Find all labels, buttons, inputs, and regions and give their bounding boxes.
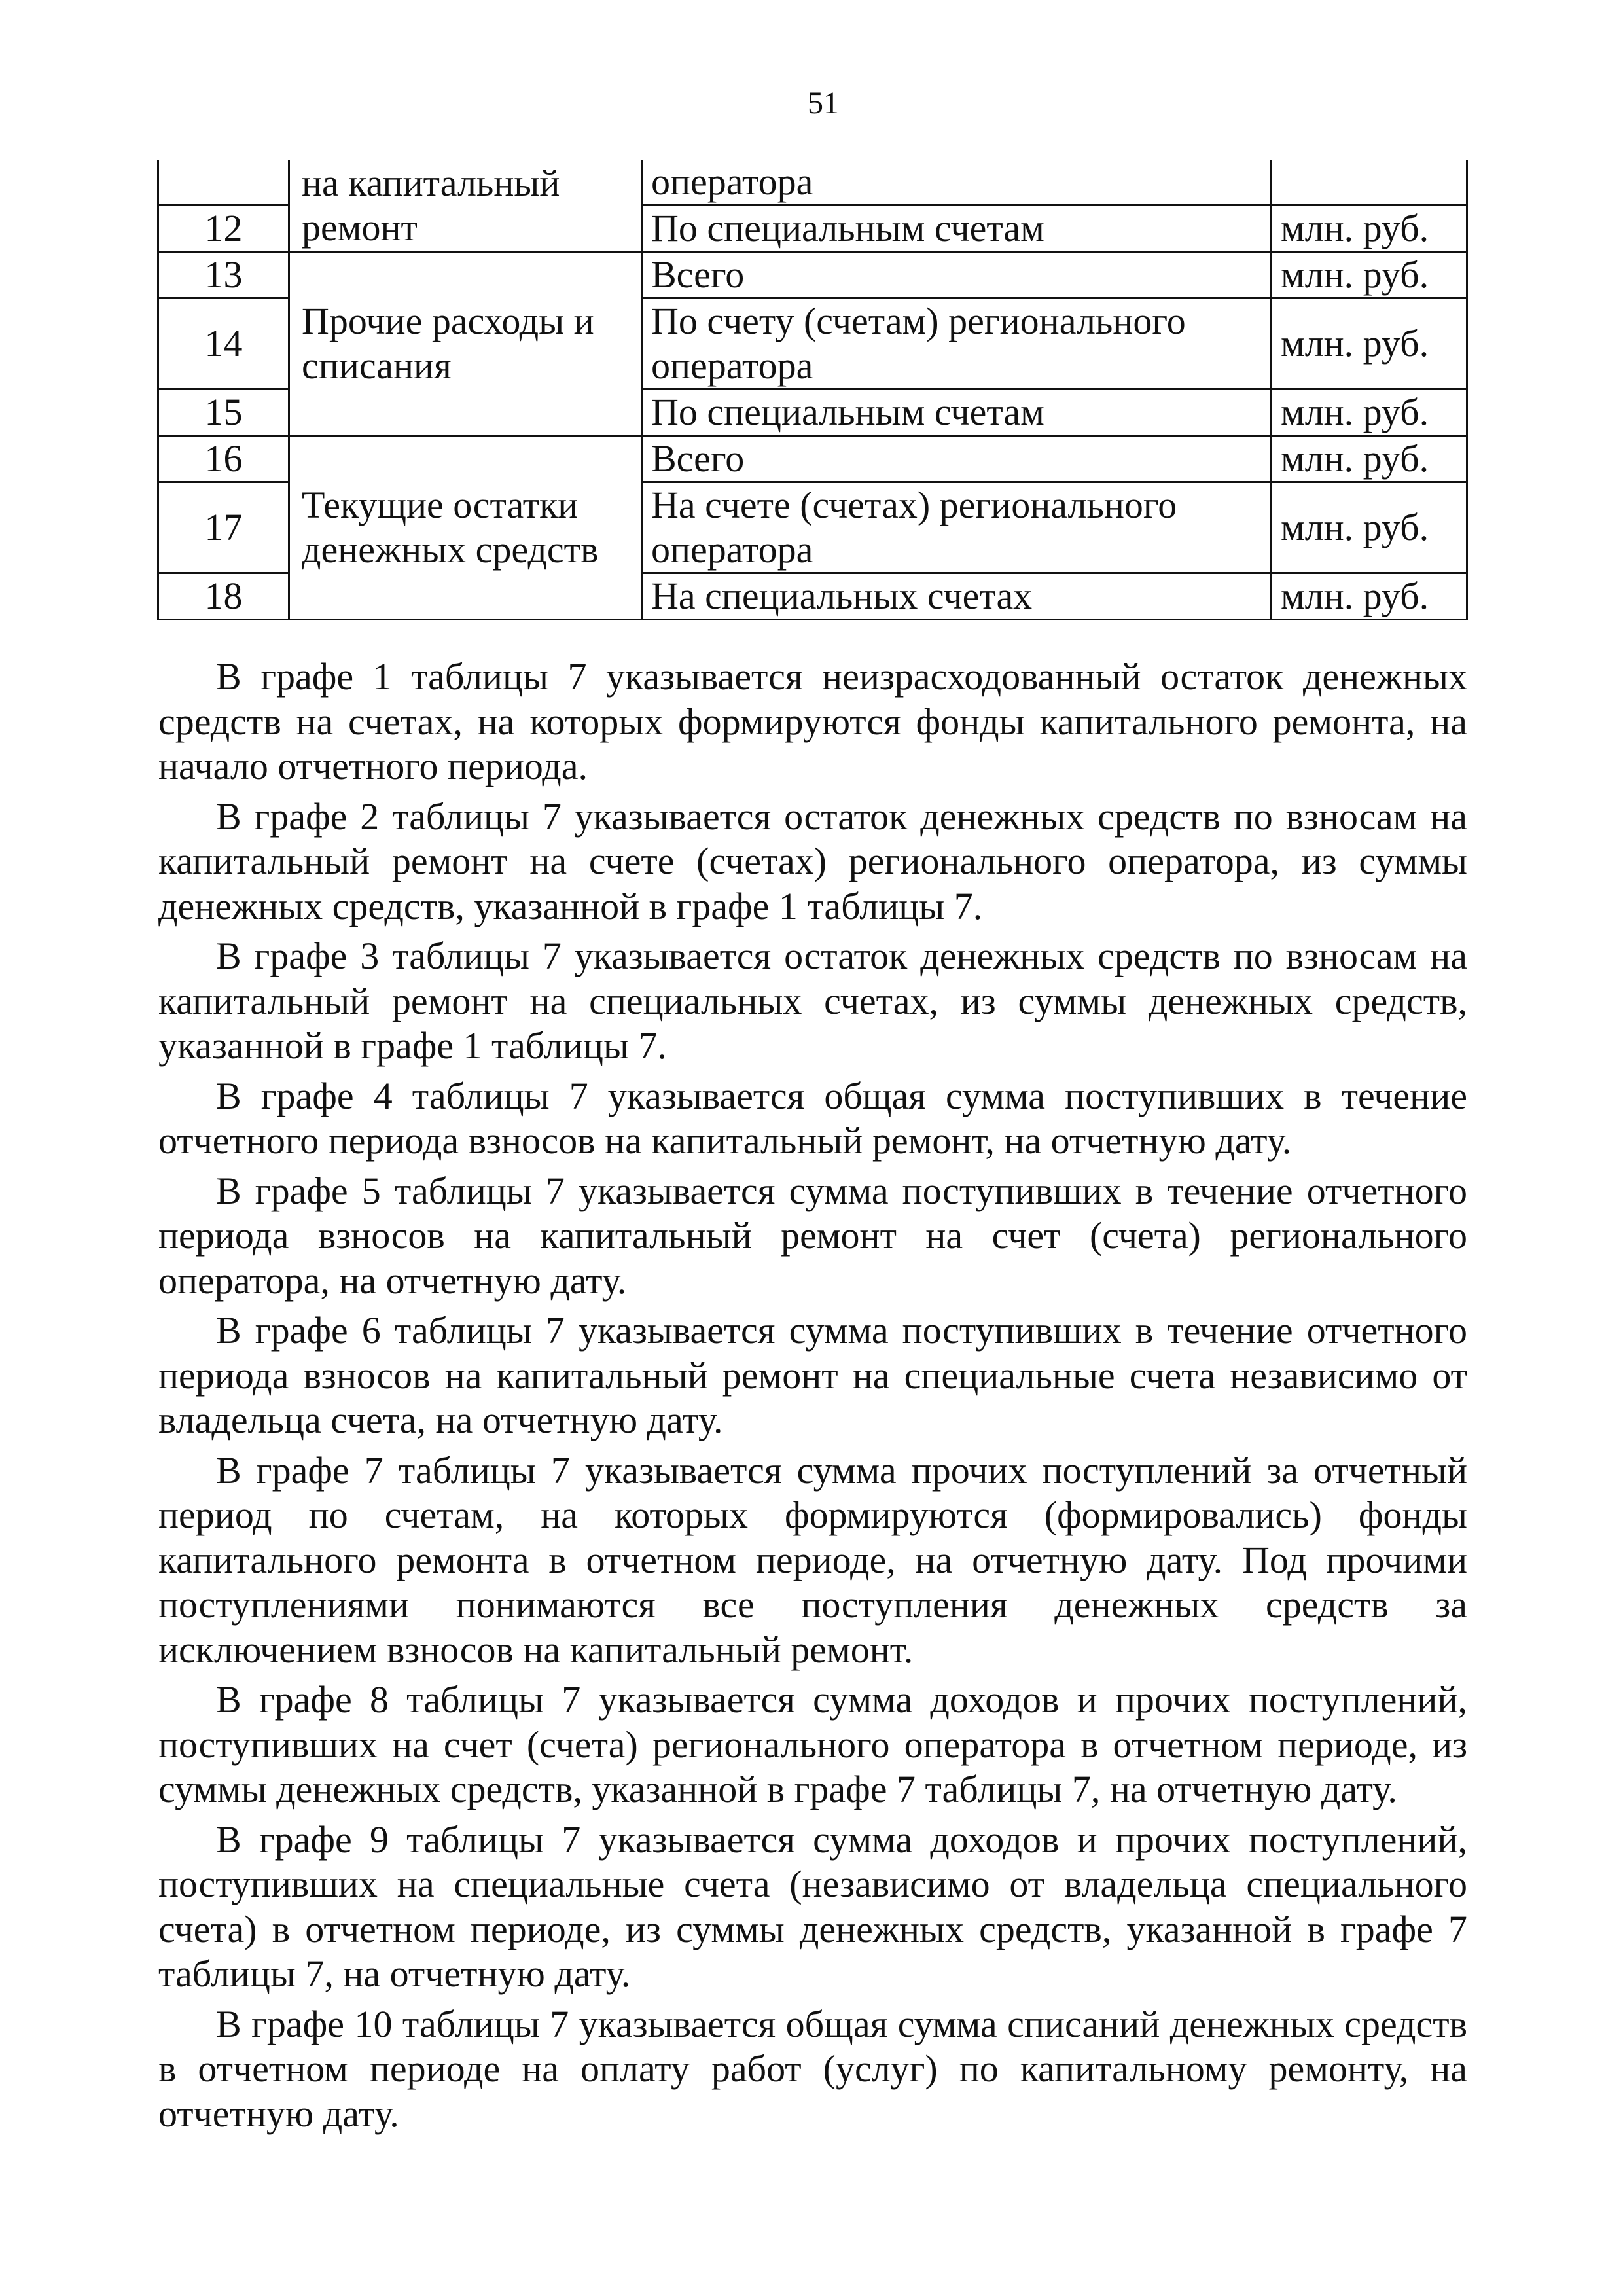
table-row xyxy=(158,252,1467,298)
item-cell: Всего xyxy=(643,252,1271,298)
row-number-cell: 13 xyxy=(158,252,289,298)
unit-cell xyxy=(1271,160,1467,206)
paragraph: В графе 1 таблицы 7 указывается неизрасходованный остаток денежных средств на счетах, на которых формируются фонды капитального ремонта, на начало отчетного периода. xyxy=(158,655,1467,787)
paragraph: В графе 8 таблицы 7 указывается сумма доходов и прочих поступлений, поступивших на счет (счета) регионального оператора в отчетном периоде, из суммы денежных средств, указанной в графе 7 таблицы 7, на отчетную дату. xyxy=(158,1678,1467,1810)
item-cell: По специальным счетам xyxy=(643,206,1271,252)
category-line: ремонт xyxy=(302,206,418,249)
page-number: 51 xyxy=(808,86,839,120)
item-cell: Всего xyxy=(643,436,1271,482)
unit-cell: млн. руб. xyxy=(1271,252,1467,298)
item-cell xyxy=(643,298,1271,389)
item-cell: оператора xyxy=(643,160,1271,206)
paragraph: В графе 5 таблицы 7 указывается сумма поступивших в течение отчетного периода взносов на капитальный ремонт на счет (счета) регионального оператора, на отчетную дату. xyxy=(158,1169,1467,1302)
row-number-cell: 12 xyxy=(158,206,289,252)
paragraph: В графе 10 таблицы 7 указывается общая сумма списаний денежных средств в отчетном периоде на оплату работ (услуг) по капитальному ремонту, на отчетную дату. xyxy=(158,2002,1467,2135)
paragraph: В графе 7 таблицы 7 указывается сумма прочих поступлений за отчетный период по счетам, на которых формируются (формировались) фонды капитального ремонта в отчетном периоде, на отчетную дату. Под прочими поступлениями понимаются все поступления денежных средств за исключением взносов на капитальный ремонт. xyxy=(158,1448,1467,1671)
paragraph: В графе 2 таблицы 7 указывается остаток денежных средств по взносам на капитальный ремонт на счете (счетах) регионального оператора, из суммы денежных средств, указанной в графе 1 таблицы 7. xyxy=(158,795,1467,927)
unit-cell: млн. руб. xyxy=(1271,389,1467,436)
item-line: По счету (счетам) регионального xyxy=(651,300,1186,342)
paragraph: В графе 4 таблицы 7 указывается общая сумма поступивших в течение отчетного периода взносов на капитальный ремонт, на отчетную дату. xyxy=(158,1074,1467,1162)
row-number-cell xyxy=(158,160,289,206)
paragraph: В графе 6 таблицы 7 указывается сумма поступивших в течение отчетного периода взносов на капитальный ремонт на специальные счета независимо от владельца счета, на отчетную дату. xyxy=(158,1309,1467,1441)
item-line: оператора xyxy=(651,528,813,571)
paragraph: В графе 3 таблицы 7 указывается остаток денежных средств по взносам на капитальный ремонт на специальных счетах, из суммы денежных средств, указанной в графе 1 таблицы 7. xyxy=(158,935,1467,1067)
row-number-cell: 17 xyxy=(158,482,289,573)
category-line: Текущие остатки xyxy=(302,484,579,526)
unit-cell: млн. руб. xyxy=(1271,482,1467,573)
category-line: Прочие расходы и xyxy=(302,300,594,342)
category-line: денежных средств xyxy=(302,528,599,571)
body-text xyxy=(158,655,1467,2142)
paragraph: В графе 9 таблицы 7 указывается сумма доходов и прочих поступлений, поступивших на специальные счета (независимо от владельца специального счета) в отчетном периоде, из суммы денежных средств, указанной в графе 7 таблицы 7, на отчетную дату. xyxy=(158,1818,1467,1995)
category-line: списания xyxy=(302,344,452,387)
unit-cell: млн. руб. xyxy=(1271,573,1467,620)
unit-cell: млн. руб. xyxy=(1271,298,1467,389)
unit-cell: млн. руб. xyxy=(1271,436,1467,482)
category-cell xyxy=(289,436,643,620)
table-row xyxy=(158,160,1467,206)
row-number-cell: 16 xyxy=(158,436,289,482)
unit-cell: млн. руб. xyxy=(1271,206,1467,252)
item-cell xyxy=(643,482,1271,573)
table-row xyxy=(158,436,1467,482)
report-table xyxy=(157,160,1468,620)
category-cell xyxy=(289,252,643,436)
row-number-cell: 18 xyxy=(158,573,289,620)
item-line: оператора xyxy=(651,344,813,387)
item-cell: На специальных счетах xyxy=(643,573,1271,620)
row-number-cell: 15 xyxy=(158,389,289,436)
row-number-cell: 14 xyxy=(158,298,289,389)
category-line: на капитальный xyxy=(302,161,560,204)
item-cell: По специальным счетам xyxy=(643,389,1271,436)
category-cell xyxy=(289,160,643,252)
item-line: На счете (счетах) регионального xyxy=(651,484,1177,526)
